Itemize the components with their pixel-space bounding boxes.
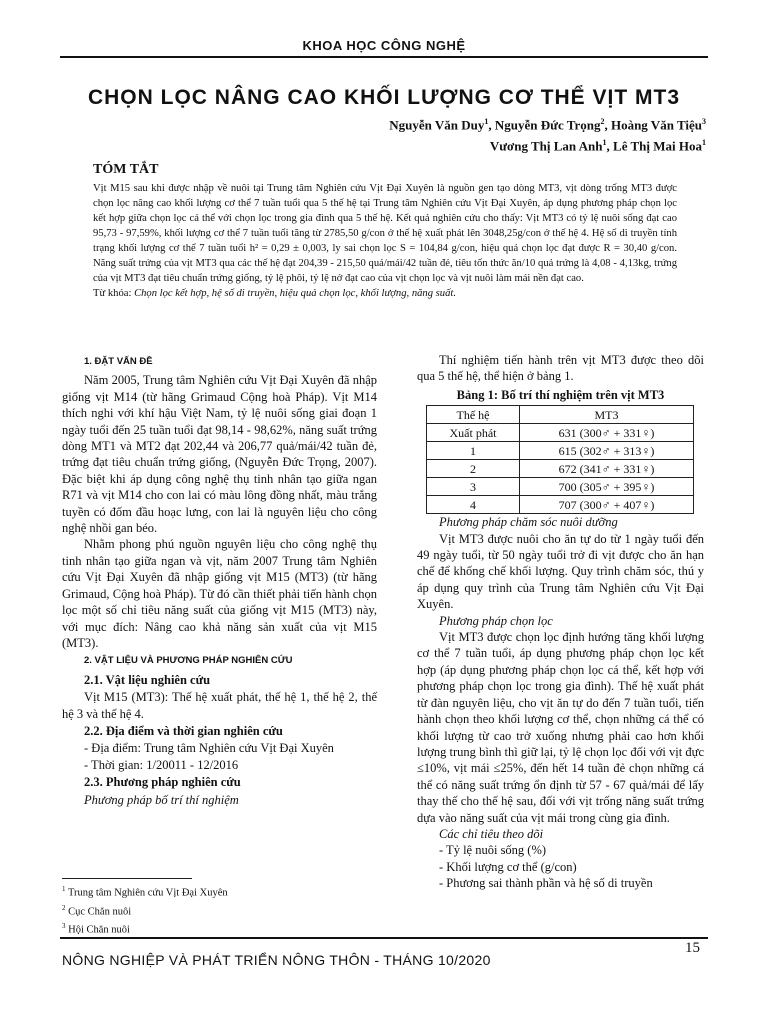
section-header: KHOA HỌC CÔNG NGHỆ [302,38,466,53]
subsection-heading: Phương pháp chăm sóc nuôi dưỡng [439,515,618,530]
table-caption: Bảng 1: Bố trí thí nghiệm trên vịt MT3 [456,387,665,402]
section-2-2-heading: 2.2. Địa điểm và thời gian nghiên cứu [84,723,283,738]
author-name: Hoàng Văn Tiệu [610,117,702,133]
footnote: $^2$ Cục Chăn nuôi [62,903,132,917]
table-row [427,478,694,496]
list-item: - Phương sai thành phần và hệ số di truyền [439,876,653,891]
abstract [93,181,677,301]
paragraph: Vịt M15 (MT3): Thế hệ xuất phát, thế hệ 1, thế hệ 2, thế hệ 3 và thế hệ 4. [62,690,377,721]
table-row [427,496,694,514]
paragraph: Nhằm phong phú nguồn nguyên liệu cho công nghệ thụ tinh nhân tạo giữa ngan và vịt, năm 2007 Trung tâm Nghiên cứu Vịt Đại Xuyên đã nhập giống vịt M15 (MT3) (từ hãng Grimaud, Cộng hoà Pháp). Từ đó cần thiết phải tiến hành chọn lọc một số chỉ tiêu năng suất của giống vịt M15 (MT3) này, với mục đích: Nâng cao khả năng sản xuất của vịt M15 (MT3). [62,537,377,650]
data-table [426,405,694,514]
page-number: 15 [685,940,700,956]
subsection-heading: Các chỉ tiêu theo dõi [439,826,544,841]
paragraph: Vịt MT3 được chọn lọc định hướng tăng khối lượng cơ thể 7 tuần tuổi, áp dụng phương pháp chọn lọc kết hợp (áp dụng phương pháp chọn lọc cá thể, kết hợp với phương pháp chọn lọc trong gia đình). Thế hệ xuất phát từ đàn nguyên liệu, cho vịt ăn tự do đến 7 tuần tuổi, tiến hành chọn theo khối lượng cơ thể, chọn những cá thể có khối lượng từ cao trở xuống nhưng phải cao hơn khối lượng trung bình thì giữ lại, tỷ lệ chọn lọc đối với vịt đực ≤10%, vịt mái ≤25%, đến hết 14 tuần đẻ chọn những cá thể có năng suất trứng ổn định từ 57 - 67 quả/mái để lấy thay thế cho thế hệ sau, đối với vịt trống năng suất trứng dựa vào năng suất của vịt mái trong cùng gia đình. [417,630,704,825]
list-item: - Khối lượng cơ thể (g/con) [439,859,577,874]
paragraph: Vịt MT3 được nuôi cho ăn tự do từ 1 ngày tuổi đến 49 ngày tuổi, từ 50 ngày tuổi trở đi vịt được cho ăn hạn chế để khống chế khối lượng. Quy trình chăm sóc, thú y áp dụng quy trình của Trung tâm Nghiên cứu Vịt Đại Xuyên. [417,531,704,612]
subsection-heading: Phương pháp bố trí thí nghiệm [84,792,239,807]
table-header-cell: Thế hệ [427,406,520,424]
section-2-heading: 2. VẬT LIỆU VÀ PHƯƠNG PHÁP NGHIÊN CỨU [84,655,293,667]
list-item: - Tỷ lệ nuôi sống (%) [439,843,547,858]
header-rule [60,56,708,58]
table-cell: 700 (305♂ + 395♀) [520,478,694,496]
abstract-text: Vịt M15 sau khi được nhập về nuôi tại Trung tâm Nghiên cứu Vịt Đại Xuyên là nguồn gen tạo dòng MT3, vịt dòng trống MT3 được chọn lọc nâng cao khối lượng cơ thể 7 tuần tuổi qua 5 thế hệ tại Trung tâm Nghiên cứu Vịt Đại Xuyên, áp dụng phương pháp chọn lọc kết hợp giữa chọn lọc cá thể với chọn lọc trong gia đình qua 5 thế hệ. Kết quả nghiên cứu cho thấy: Vịt MT3 có tỷ lệ nuôi sống đạt cao 95,73 - 97,59%, khối lượng cơ thể 7 tuần tuổi tăng từ 2785,50 g/con ở thế hệ xuất phát lên 3048,25g/con ở thế hệ 4. Hệ số di truyền tính trạng khối lượng cơ thể 7 tuần tuổi h² = 0,29 ± 0,003, ly sai chọn lọc S = 104,84 g/con, hiệu quả chọn lọc đạt được R = 30,40 g/con. Năng suất trứng của vịt MT3 qua các thế hệ đạt 204,39 - 215,50 quả/mái/42 tuần đẻ, tiêu tốn thức ăn/10 quả trứng là 4,08 - 4,13kg, trứng của vịt MT3 đạt tiêu chuẩn trứng giống, tỷ lệ phôi, tỷ lệ nở đạt cao của vịt chọn lọc và vịt nuôi làm mái nền đạt cao. [93,183,677,284]
footnote: $^3$ Hội Chăn nuôi [62,922,130,936]
table-cell: 631 (300♂ + 331♀) [520,424,694,442]
right-column [417,352,704,892]
table-cell: 672 (341♂ + 331♀) [520,460,694,478]
journal-footer: NÔNG NGHIỆP VÀ PHÁT TRIỂN NÔNG THÔN - THÁNG 10/2020 [62,952,491,968]
table-cell: 4 [427,496,520,514]
table-row [427,442,694,460]
table-cell: 707 (300♂ + 407♀) [520,496,694,514]
section-2-3-heading: 2.3. Phương pháp nghiên cứu [84,775,241,790]
footnote-rule [62,878,192,879]
table-header-cell: MT3 [520,406,694,424]
left-column [62,352,377,808]
table-cell: 2 [427,460,520,478]
author-list [226,113,706,156]
table-cell: 615 (302♂ + 313♀) [520,442,694,460]
table-cell: 1 [427,442,520,460]
footnote: $^1$ Trung tâm Nghiên cứu Vịt Đại Xuyên [62,885,228,899]
author-name: Nguyễn Đức Trọng [494,117,601,133]
footnotes [62,882,228,938]
table-cell: 3 [427,478,520,496]
footer-rule [60,937,708,939]
author-name: Lê Thị Mai Hoa [613,138,702,154]
author-line-1: Nguyễn Văn Duy$^1$, Nguyễn Đức Trọng$^2$, Hoàng Văn Tiệu$^3$ [389,117,706,133]
abstract-heading: TÓM TẮT [93,162,159,177]
table-row [427,460,694,478]
table-cell: Xuất phát [427,424,520,442]
time-line: - Thời gian: 1/20011 - 12/2016 [84,757,239,772]
paragraph: Năm 2005, Trung tâm Nghiên cứu Vịt Đại Xuyên đã nhập giống vịt M14 (từ hãng Grimaud Cộng hoà Pháp). Vịt M14 thích nghi với khí hậu Việt Nam, tỷ lệ nuôi sống giai đoạn 1 ngày tuổi đến 25 tuần tuổi đạt 98,14 - 98,62%, năng suất trứng dòng MT1 và MT2 đạt 202,44 và 206,77 quả/mái/42 tuần đẻ, trứng đạt tiêu chuẩn trứng giống, (Nguyễn Đức Trọng, 2007). Đặc biệt khi áp dụng công nghệ thụ tinh nhân tạo giữa ngan R71 và vịt M14 cho con lai có màu lông đồng nhất, màu trắng tuyền có đốm đầu hoạc lưng, con lai là nguyên liệu cho công nghệ nhồi gan béo. [62,373,377,536]
author-line-2: Vương Thị Lan Anh$^1$, Lê Thị Mai Hoa$^1$ [489,138,706,154]
article-title: CHỌN LỌC NÂNG CAO KHỐI LƯỢNG CƠ THỂ VỊT MT3 [87,86,681,109]
section-2-1-heading: 2.1. Vật liệu nghiên cứu [84,672,211,687]
paragraph: Thí nghiệm tiến hành trên vịt MT3 được theo dõi qua 5 thế hệ, thể hiện ở bảng 1. [417,353,704,384]
author-name: Nguyễn Văn Duy [389,117,485,133]
table-row [427,424,694,442]
keywords: Từ khóa: Chọn lọc kết hợp, hệ số di truyền, hiệu quả chọn lọc, khối lượng, năng suất. [93,288,456,299]
section-1-heading: 1. ĐẶT VẤN ĐỀ [84,356,153,367]
place-line: - Địa điểm: Trung tâm Nghiên cứu Vịt Đại Xuyên [84,741,334,756]
subsection-heading: Phương pháp chọn lọc [439,613,553,628]
table-header-row [427,406,694,424]
author-name: Vương Thị Lan Anh [489,138,603,154]
